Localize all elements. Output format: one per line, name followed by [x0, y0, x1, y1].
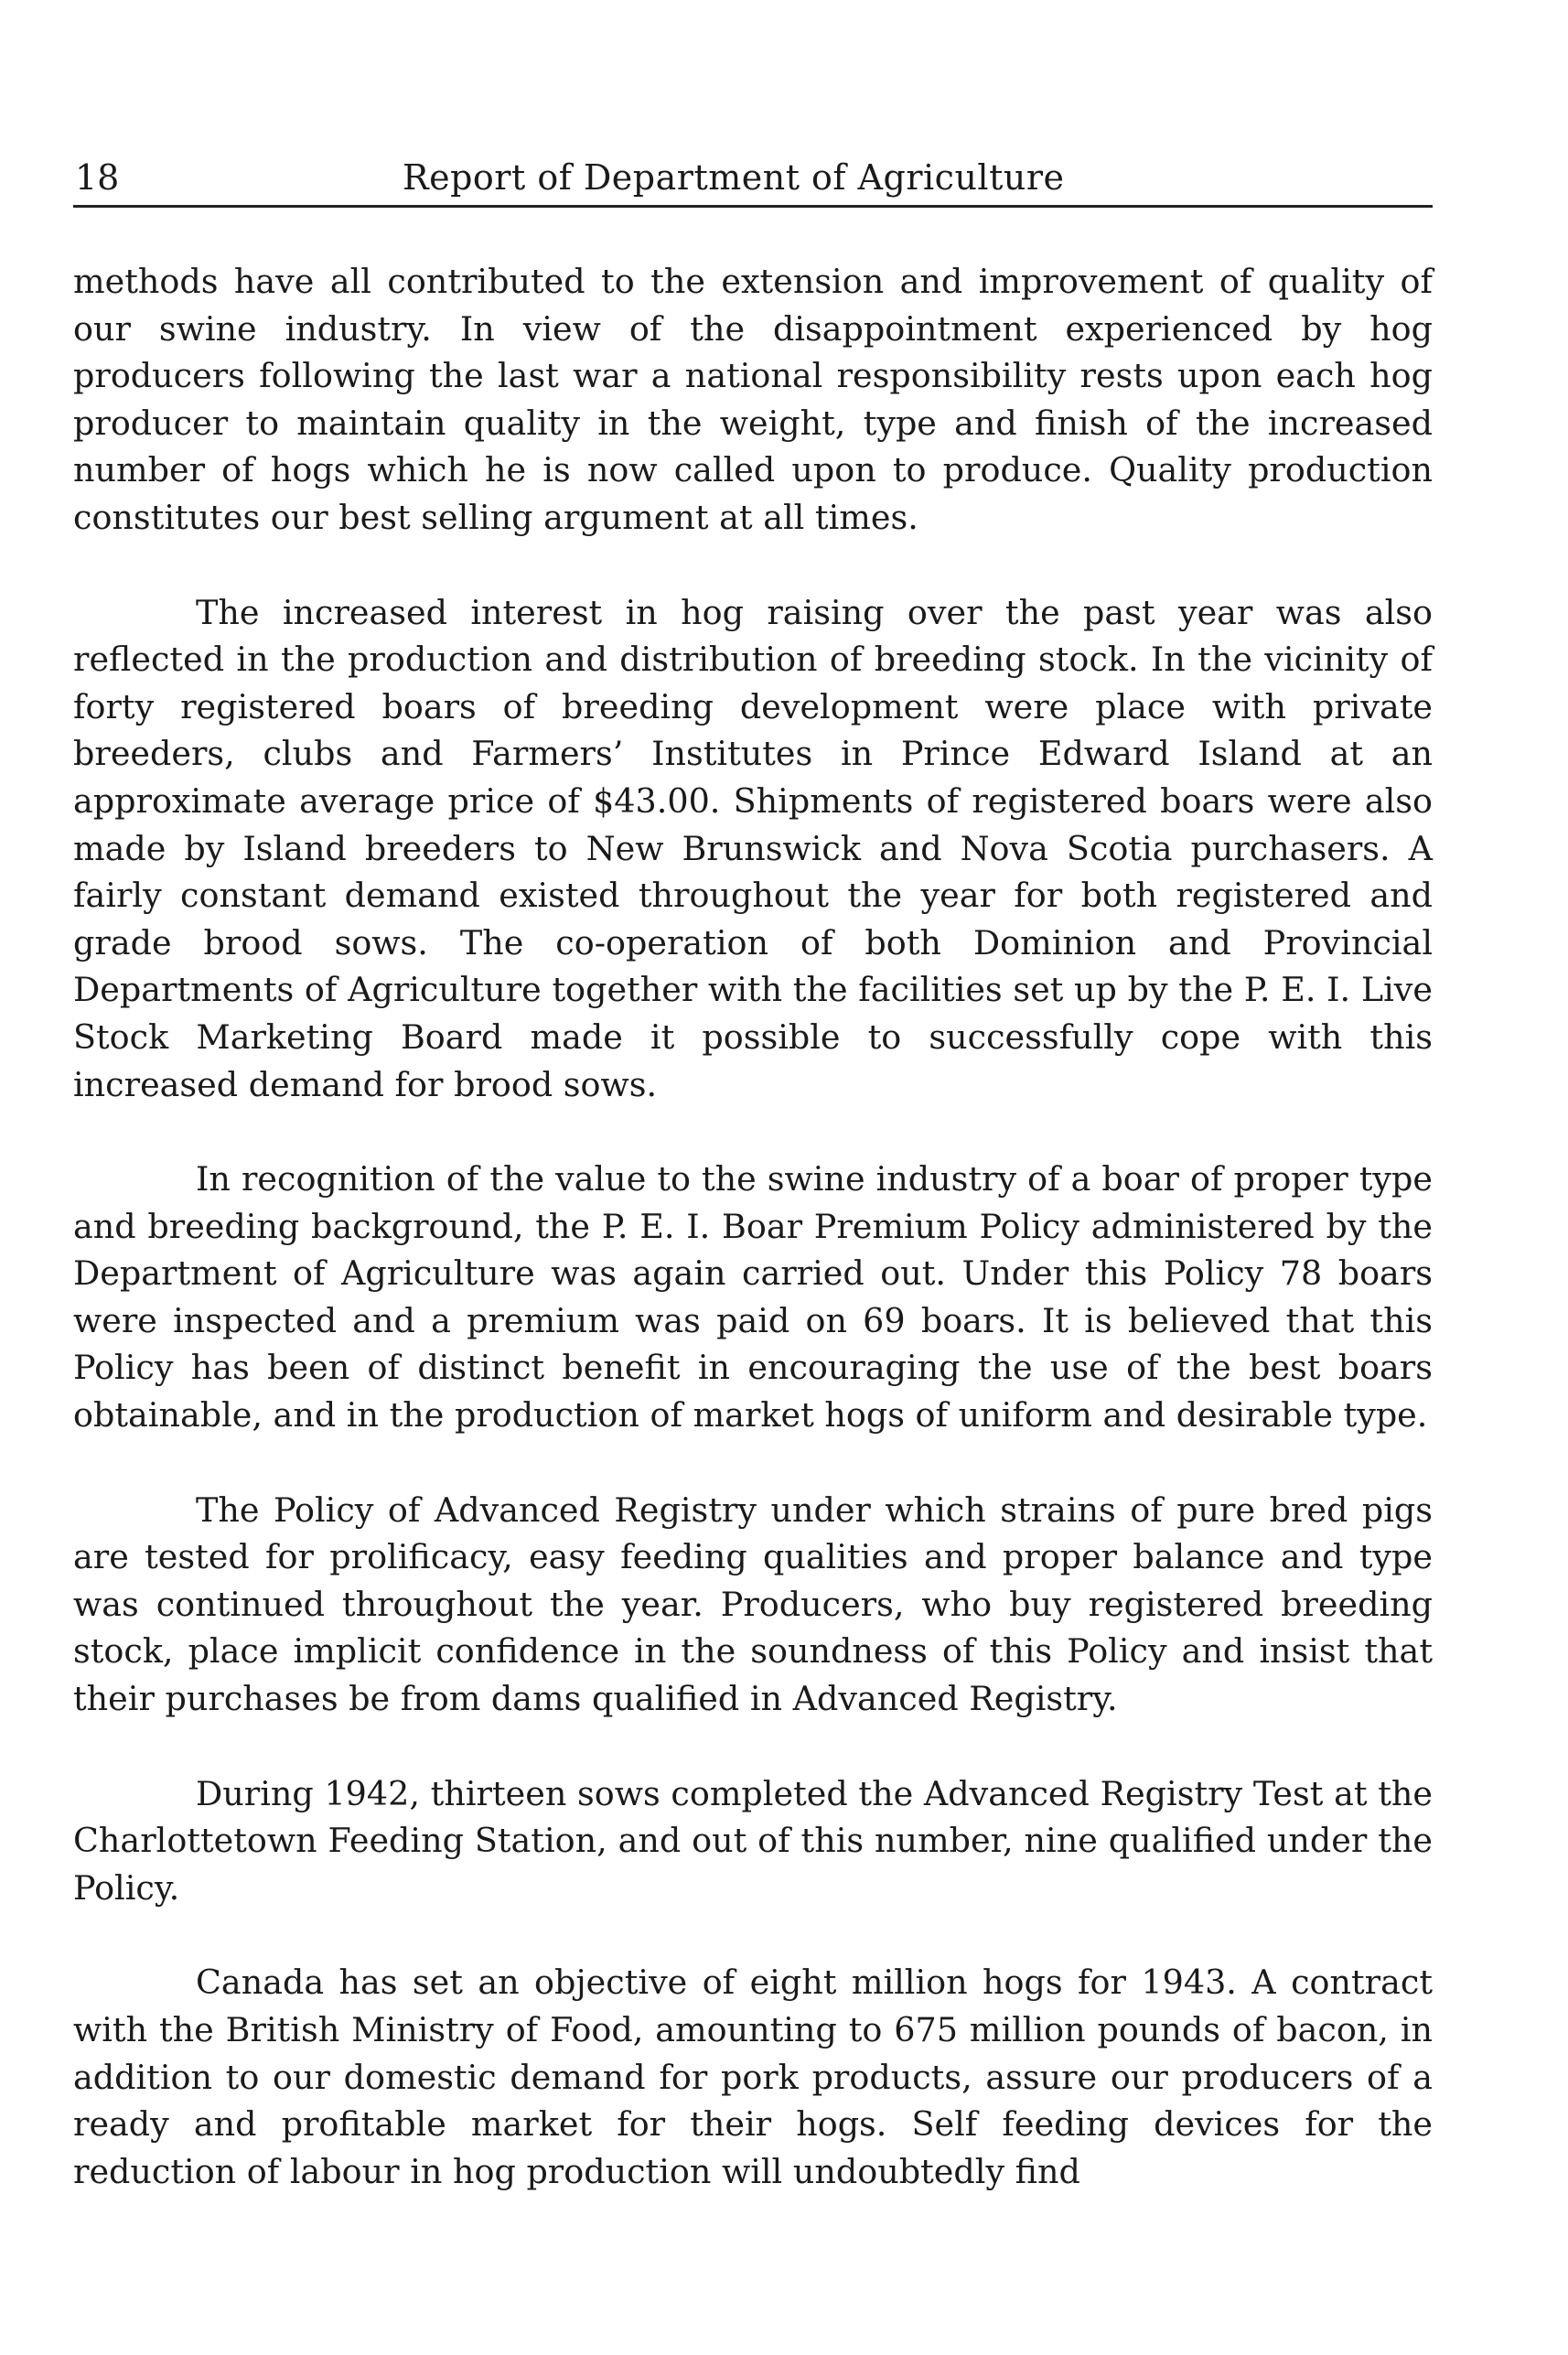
body-text	[73, 258, 1433, 2195]
page-header	[73, 154, 1431, 201]
page-number: 18	[75, 157, 120, 198]
running-title: Report of Department of Agriculture	[403, 157, 1065, 198]
paragraph-5: During 1942, thirteen sows completed the Advanced Registry Test at the Charlottetown Feeding Station, and out of this number, nine qualified under the Policy.	[73, 1773, 1433, 1908]
paragraph-4: The Policy of Advanced Registry under which strains of pure bred pigs are tested for prolificacy, easy feeding qualities and proper balance and type was continued throughout the year. Producers, who buy registered breeding stock, place implicit confidence in the soundness of this Policy and insist that their purchases be from dams qualified in Advanced Registry.	[73, 1489, 1433, 1719]
paragraph-2: The increased interest in hog raising over the past year was also reflected in the production and distribution of breeding stock. In the vicinity of forty registered boars of breeding development were place with private breeders, clubs and Farmers’ Institutes in Prince Edward Island at an approximate average price of $43.00. Shipments of registered boars were also made by Island breeders to New Brunswick and Nova Scotia purchasers. A fairly constant demand existed throughout the year for both registered and grade brood sows. The co-operation of both Dominion and Provincial Departments of Agriculture together with the facilities set up by the P. E. I. Live Stock Marketing Board made it possible to successfully cope with this increased demand for brood sows.	[73, 592, 1433, 1104]
paragraph-6: Canada has set an objective of eight million hogs for 1943. A contract with the British Ministry of Food, amounting to 675 million pounds of bacon, in addition to our domestic demand for pork products, assure our producers of a ready and profitable market for their hogs. Self feeding devices for the reduction of labour in hog production will undoubtedly find	[73, 1962, 1433, 2191]
paragraph-3: In recognition of the value to the swine industry of a boar of proper type and breeding background, the P. E. I. Boar Premium Policy administered by the Department of Agriculture was again carried out. Under this Policy 78 boars were inspected and a premium was paid on 69 boars. It is believed that this Policy has been of distinct benefit in encouraging the use of the best boars obtainable, and in the production of market hogs of uniform and desirable type.	[73, 1159, 1433, 1436]
header-rule	[73, 205, 1433, 208]
paragraph-1: methods have all contributed to the extension and improvement of quality of our swine industry. In view of the disappointment experienced by hog producers following the last war a national responsibility rests upon each hog producer to maintain quality in the weight, type and finish of the increased number of hogs which he is now called upon to produce. Quality production constitutes our best selling argument at all times.	[73, 262, 1433, 537]
